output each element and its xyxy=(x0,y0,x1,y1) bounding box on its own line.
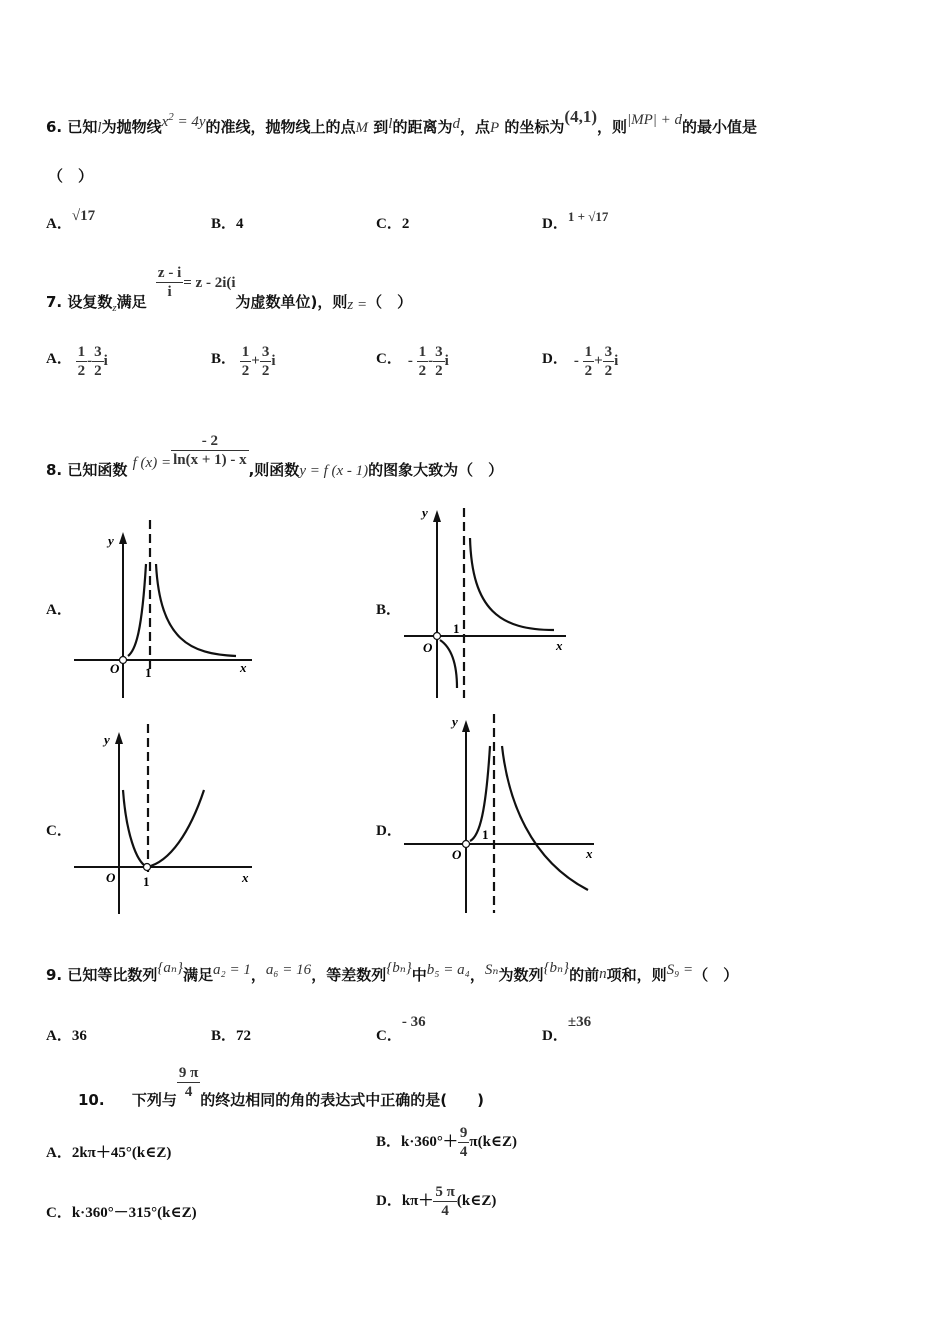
q9-text: ，等差数列 xyxy=(311,966,387,984)
curve xyxy=(123,790,204,867)
q8-frac-den: ln(x + 1) - x xyxy=(173,452,247,468)
q9-S9: S₉ = xyxy=(666,962,694,978)
option-frac-2 xyxy=(603,343,615,380)
q9-option-b[interactable] xyxy=(211,1024,251,1045)
q9-text: 中 xyxy=(411,966,427,984)
y-label: y xyxy=(422,505,428,520)
q7-frac-num: z - i xyxy=(157,265,182,281)
q7-option-d[interactable] xyxy=(542,343,618,380)
q6-parabola-lhs: x xyxy=(161,114,169,130)
q6-text: 的准线，抛物线上的点 xyxy=(205,118,356,136)
option-op: + xyxy=(251,352,260,369)
q6-option-c[interactable] xyxy=(376,212,409,233)
option-imag: i xyxy=(444,352,449,369)
option-label: B． xyxy=(376,1133,402,1150)
option-label: D． xyxy=(376,1192,402,1209)
option-op: - xyxy=(87,352,93,369)
q10-option-a[interactable] xyxy=(46,1141,171,1162)
tick-1-label: 1 xyxy=(145,665,152,680)
q6-var-l: l xyxy=(97,120,102,136)
q7-var-z: z xyxy=(112,302,117,314)
option-sign: - xyxy=(573,352,579,369)
frac-den: 2 xyxy=(418,363,427,379)
q7-text: 为虚数单位)，则 xyxy=(235,293,348,311)
q6-var-d: d xyxy=(452,116,460,132)
option-label: D． xyxy=(542,216,568,232)
q10-text: 的终边相同的角的表达式中正确的是( ) xyxy=(200,1091,485,1109)
option-label: A． xyxy=(46,1028,72,1044)
q9-text: 的前 xyxy=(569,966,600,984)
option-label: B． xyxy=(211,350,237,367)
q8-option-d[interactable]: D． xyxy=(376,823,402,839)
option-label: B． xyxy=(211,216,237,232)
option-label: A． xyxy=(46,350,72,367)
origin-label: O xyxy=(106,870,116,885)
q8-graph-c[interactable] xyxy=(70,722,260,917)
option-value: ±36 xyxy=(567,1014,592,1030)
q6-text: 的最小值是 xyxy=(682,118,758,136)
q6-coord: (4,1) xyxy=(564,107,597,126)
option-value: 72 xyxy=(236,1028,252,1044)
option-frac-1 xyxy=(583,343,595,380)
q9-Sn: Sₙ xyxy=(484,962,499,978)
q8-graph-b[interactable] xyxy=(400,500,580,700)
q6-text: ，点 xyxy=(459,118,490,136)
q8-graph-a[interactable] xyxy=(70,520,260,700)
q9-b5: b₅ = a₄ xyxy=(426,962,470,978)
x-label: x xyxy=(556,638,563,653)
q7-option-a[interactable] xyxy=(46,343,108,380)
vertex-dot xyxy=(144,864,151,871)
q6-stem xyxy=(46,107,758,137)
q9-seq-a: {aₙ} xyxy=(157,960,183,976)
q8-stem xyxy=(46,426,504,479)
q8-answer-paren: （ ） xyxy=(458,461,504,479)
frac-num: 5 π xyxy=(435,1184,455,1200)
curve-right xyxy=(470,538,554,630)
option-frac-2 xyxy=(92,343,104,380)
option-label: C． xyxy=(376,1028,402,1044)
frac-num: 1 xyxy=(418,344,427,360)
q6-option-d[interactable] xyxy=(542,209,609,233)
q9-text: ， xyxy=(469,966,485,984)
q6-var-M: M xyxy=(355,120,369,136)
option-label: C． xyxy=(46,1205,72,1221)
tick-1-label: 1 xyxy=(482,827,489,842)
frac-den: 2 xyxy=(261,363,270,379)
q10-text: 下列与 xyxy=(131,1091,177,1109)
q9-a2: a₂ = 1 xyxy=(212,962,251,978)
tick-1-label: 1 xyxy=(143,874,150,889)
option-label: D． xyxy=(542,1028,568,1044)
q6-answer-paren: （ ） xyxy=(48,167,94,185)
frac-den: 4 xyxy=(441,1203,449,1219)
q6-number: 6. xyxy=(46,118,63,136)
q6-text: 已知 xyxy=(67,118,98,136)
q10-option-b[interactable] xyxy=(376,1124,517,1161)
q10-number: 10. xyxy=(78,1091,105,1109)
option-frac xyxy=(433,1183,456,1220)
q8-number: 8. xyxy=(46,461,63,479)
frac-den: 2 xyxy=(604,363,613,379)
frac-den: 2 xyxy=(435,363,443,379)
q8-text: ,则函数 xyxy=(248,461,300,479)
option-value: 4 xyxy=(236,216,244,232)
origin-label: O xyxy=(423,640,433,655)
q8-frac-num: - 2 xyxy=(171,432,249,451)
option-post: π(k∈Z) xyxy=(469,1133,518,1150)
q7-text: 满足 xyxy=(116,293,147,311)
q9-stem xyxy=(46,960,739,985)
q9-text: 已知等比数列 xyxy=(67,966,158,984)
q9-text: 项和，则 xyxy=(606,966,667,984)
frac-den: 2 xyxy=(241,363,250,379)
option-value: 2kπ＋45°(k∈Z) xyxy=(71,1145,172,1161)
y-label: y xyxy=(108,533,114,548)
curve-right xyxy=(502,746,588,890)
option-imag: i xyxy=(614,352,619,369)
q7-fraction xyxy=(156,264,183,301)
q9-seq-b: {bₙ} xyxy=(543,960,570,976)
option-frac-1 xyxy=(417,343,429,380)
q9-text: 为数列 xyxy=(498,966,544,984)
q10-stem xyxy=(78,1064,485,1109)
y-arrow xyxy=(119,532,127,544)
q10-option-c[interactable] xyxy=(46,1201,197,1222)
option-value: k·360°－315°(k∈Z) xyxy=(71,1205,197,1221)
q10-option-d[interactable] xyxy=(376,1183,496,1220)
x-label: x xyxy=(242,870,249,885)
q7-option-c[interactable] xyxy=(376,343,449,380)
curve-right xyxy=(156,564,236,656)
q6-parabola xyxy=(161,111,206,130)
y-arrow xyxy=(462,720,470,732)
option-label: A． xyxy=(46,216,72,232)
y-arrow xyxy=(115,732,123,744)
origin-dot xyxy=(463,841,470,848)
frac-num: 1 xyxy=(584,344,593,360)
option-label: B． xyxy=(211,1028,237,1044)
q9-option-c[interactable] xyxy=(376,1014,426,1045)
x-label: x xyxy=(586,846,593,861)
option-op: + xyxy=(594,352,603,369)
q9-option-a[interactable] xyxy=(46,1024,87,1045)
curve-left xyxy=(440,640,457,688)
option-sign: - xyxy=(407,352,413,369)
q8-text: 已知函数 xyxy=(67,461,128,479)
tick-1-label: 1 xyxy=(453,621,460,636)
option-value: 36 xyxy=(71,1028,87,1044)
frac-den: 2 xyxy=(77,363,86,379)
x-label: x xyxy=(240,660,247,675)
q8-option-b[interactable]: B． xyxy=(376,602,402,618)
q9-option-d[interactable] xyxy=(542,1014,592,1045)
q8-fraction xyxy=(171,432,249,469)
frac-num: 9 xyxy=(459,1125,468,1141)
q8-fx: f (x) = xyxy=(132,455,172,471)
origin-label: O xyxy=(110,661,120,676)
q10-frac-den: 4 xyxy=(184,1084,193,1100)
frac-den: 2 xyxy=(94,363,102,379)
q6-option-b[interactable] xyxy=(211,212,244,233)
q7-stem xyxy=(46,258,413,314)
frac-den: 4 xyxy=(459,1144,468,1160)
option-frac-2 xyxy=(260,343,272,380)
q9-text: 满足 xyxy=(182,966,213,984)
option-label: A． xyxy=(46,1145,72,1161)
option-op: - xyxy=(428,352,434,369)
q6-text: 的坐标为 xyxy=(504,118,565,136)
option-pre: k·360°＋ xyxy=(401,1133,458,1150)
q7-z-eq: z = xyxy=(347,297,368,313)
q9-text: ， xyxy=(250,966,266,984)
q6-text: ，则 xyxy=(597,118,628,136)
q6-text: 为抛物线 xyxy=(101,118,162,136)
origin-dot xyxy=(434,633,441,640)
q9-answer-paren: （ ） xyxy=(693,966,739,984)
y-label: y xyxy=(104,732,110,747)
q6-var-P: P xyxy=(490,120,500,136)
q9-seq-b: {bₙ} xyxy=(386,960,412,976)
option-frac-2 xyxy=(433,343,445,380)
option-value: - 36 xyxy=(401,1014,426,1030)
option-label: C． xyxy=(376,350,402,367)
curve-left xyxy=(128,564,146,656)
option-post: (k∈Z) xyxy=(456,1192,497,1209)
q6-expression: |MP| + d xyxy=(627,112,683,128)
q6-var-l: l xyxy=(388,116,393,132)
q7-option-b[interactable] xyxy=(211,343,276,380)
q7-frac-den: i xyxy=(167,284,172,300)
q9-number: 9. xyxy=(46,966,63,984)
option-imag: i xyxy=(103,352,108,369)
option-value: 1 + √17 xyxy=(567,209,609,224)
frac-num: 1 xyxy=(241,344,250,360)
frac-num: 3 xyxy=(261,344,270,360)
q9-var-n: n xyxy=(599,966,607,982)
option-pre: kπ＋ xyxy=(401,1192,434,1209)
origin-dot xyxy=(120,657,127,664)
q6-option-a[interactable] xyxy=(46,208,96,233)
q6-parabola-rhs: = 4y xyxy=(177,114,206,130)
q8-yfx: y = f (x - 1) xyxy=(299,463,369,479)
frac-den: 2 xyxy=(584,363,593,379)
q7-answer-paren: （ ） xyxy=(367,293,413,311)
option-imag: i xyxy=(271,352,276,369)
frac-num: 3 xyxy=(435,344,443,360)
y-label: y xyxy=(452,714,458,729)
option-frac-1 xyxy=(76,343,88,380)
y-arrow xyxy=(433,510,441,522)
q8-option-c[interactable]: C． xyxy=(46,823,72,839)
q6-parabola-exp: 2 xyxy=(168,111,174,123)
option-label: D． xyxy=(542,350,568,367)
origin-label: O xyxy=(452,847,462,862)
q10-fraction xyxy=(177,1064,200,1101)
q6-text: 的距离为 xyxy=(392,118,453,136)
option-frac xyxy=(458,1124,470,1161)
frac-num: 1 xyxy=(77,344,86,360)
q7-rhs: = z - 2i(i xyxy=(183,275,236,291)
q7-text: 设复数 xyxy=(67,293,113,311)
q8-text: 的图象大致为 xyxy=(368,461,459,479)
q6-text: 到 xyxy=(373,118,389,136)
option-value: 2 xyxy=(401,216,410,232)
option-value: √17 xyxy=(71,208,96,224)
q9-a6: a₆ = 16 xyxy=(265,962,312,978)
q7-number: 7. xyxy=(46,293,63,311)
frac-num: 3 xyxy=(604,344,613,360)
frac-num: 3 xyxy=(94,344,102,360)
option-label: C． xyxy=(376,216,402,232)
q10-frac-num: 9 π xyxy=(178,1065,199,1081)
q8-graph-d[interactable] xyxy=(400,710,600,915)
q8-option-a[interactable]: A． xyxy=(46,602,72,618)
option-frac-1 xyxy=(240,343,252,380)
